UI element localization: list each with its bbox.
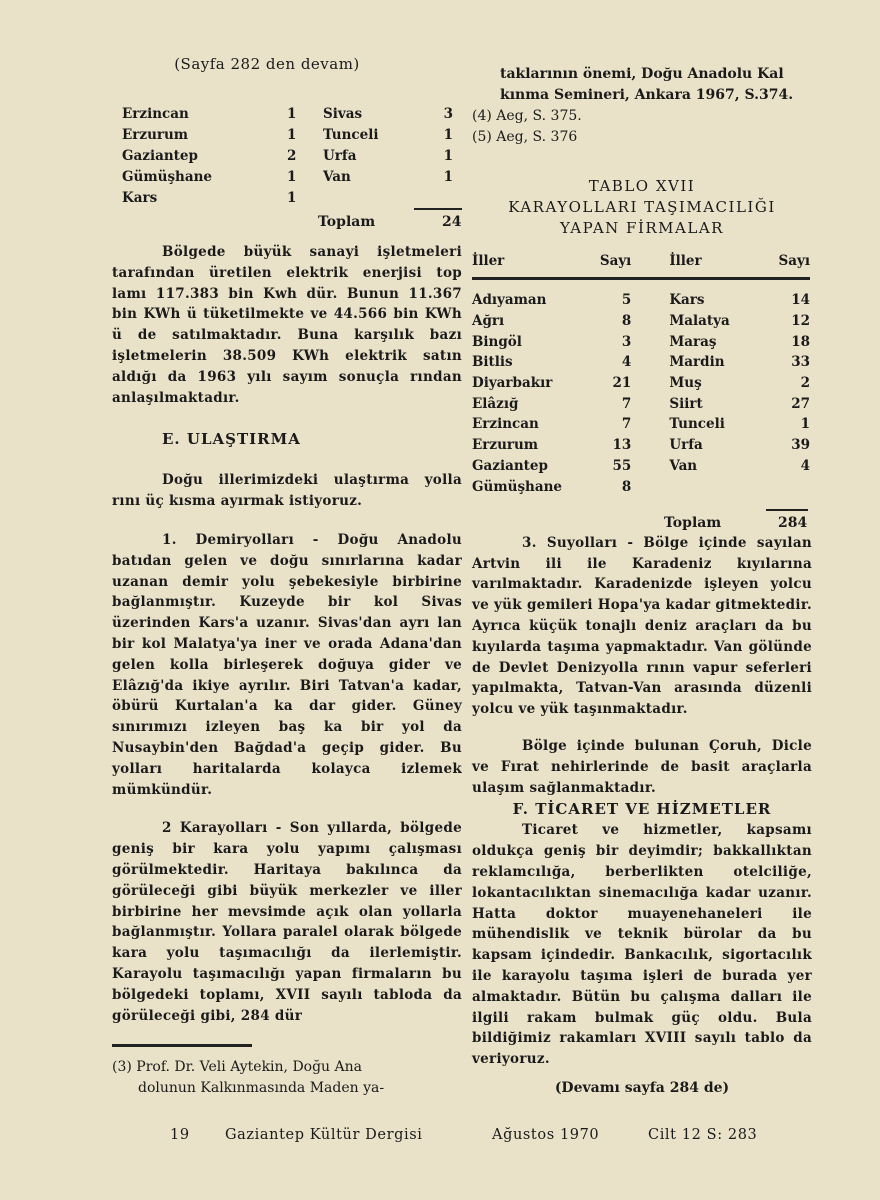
table-total-rule: [766, 509, 808, 511]
table-cell: 1: [287, 189, 297, 206]
table-cell: Maraş: [669, 333, 717, 350]
table-cell: Kars: [122, 189, 158, 206]
column-header: İller: [669, 251, 778, 279]
right-column: [472, 64, 812, 1096]
table-row: [472, 435, 810, 456]
table-title: [472, 176, 812, 239]
page-footer: [0, 1127, 880, 1151]
table-cell: 27: [791, 395, 810, 412]
table-cell: 1: [287, 168, 297, 185]
footnote-3-continued-2: kınma Semineri, Ankara 1967, S.374.: [500, 87, 794, 103]
table-cell: 1: [287, 105, 297, 122]
volume-issue: Cilt 12 S: 283: [648, 1127, 758, 1143]
table-cell: 1: [287, 126, 297, 143]
table-row: [472, 373, 810, 394]
trade-paragraph: Ticaret ve hizmetler, kapsamı oldukça geniş bir deyimdir; bakkallıktan reklamcılığa, berberlikten otelciliğe, lokantacılıktan sinemacılığa kadar uzanır. Hatta doktor muayenehaneleri ile mühendislik ve teknik bürolar da bu kapsam içindedir. Bankacılık, sigortacılık ile karayolu taşıma işleri de burada yer almaktadır. Bütün bu çalışma dalları ile ilgili rakam bulmak güç oldu. Bula bildiğimiz rakamları XVIII sayılı tablo da veriyoruz.: [472, 822, 812, 1068]
table-cell: Gaziantep: [122, 147, 198, 164]
table-cell: 7: [621, 395, 632, 412]
table-cell: Van: [323, 168, 351, 185]
table-cell: 3: [443, 105, 453, 122]
page-number: 19: [170, 1127, 190, 1143]
table-cell: Tunceli: [669, 416, 725, 433]
rivers-paragraph: Bölge içinde bulunan Çoruh, Dicle ve Fırat nehirlerinde de basit araçlarla ulaşım sağlanmaktadır.: [472, 738, 812, 796]
table-title-line2: KARAYOLLARI TAŞIMACILIĞI: [508, 198, 776, 216]
table-cell: Gümüşhane: [122, 168, 213, 185]
issue-date: Ağustos 1970: [492, 1127, 600, 1143]
table-title-line3: YAPAN FİRMALAR: [560, 219, 724, 237]
table-cell: 12: [791, 313, 810, 330]
electricity-paragraph: Bölgede büyük sanayi işletmeleri tarafından üretilen elektrik enerjisi top lamı 117.383 bin Kwh dür. Bunun 11.367 bin KWh ü tüketilmekte ve 44.566 bin KWh ü de satılmaktadır. Buna karşılık bazı işletmelerin 38.509 KWh elektrik satın aldığı da 1963 yılı sayım sonuçla rından anlaşılmaktadır.: [112, 244, 462, 406]
table-cell: Urfa: [323, 147, 357, 164]
table-cell: Bitlis: [472, 354, 513, 371]
table-cell: Sivas: [323, 105, 363, 122]
table-row: [122, 187, 453, 208]
table-cell: Mardin: [669, 354, 725, 371]
table-total-label: Toplam: [664, 514, 722, 531]
table-cell: Tunceli: [323, 126, 379, 143]
table-row: [122, 103, 453, 124]
footnote-rule: [112, 1044, 252, 1047]
table-cell: Urfa: [669, 437, 703, 454]
table-cell: 2: [800, 375, 810, 392]
column-header: İller: [472, 251, 590, 279]
table-cell: 1: [443, 147, 453, 164]
table-row: [472, 476, 810, 497]
footnote-3-line1: (3) Prof. Dr. Veli Aytekin, Doğu Ana: [112, 1059, 362, 1076]
total-label: Toplam: [318, 214, 376, 230]
table-cell: 3: [621, 333, 632, 350]
section-heading-transport: E. ULAŞTIRMA: [162, 430, 301, 449]
table-cell: 4: [800, 457, 810, 474]
table-row: [472, 279, 810, 311]
table-cell: 7: [621, 416, 632, 433]
column-header: Sayı: [590, 251, 670, 279]
table-cell: 1: [800, 416, 810, 433]
table-row: [122, 124, 453, 145]
continued-note: (Sayfa 282 den devam): [174, 55, 360, 73]
province-count-total: [122, 208, 462, 238]
waterways-paragraph: 3. Suyolları - Bölge içinde sayılan Artvin ili ile Karadeniz kıyılarına varılmaktadır. Karadenizde işleyen yolcu ve yük gemileri Hopa'ya kadar gitmektedir. Ayrıca küçük tonajlı deniz araçları da bu kıyılarda taşıma yapmaktadır. Van gölünde de Devlet Denizyolla rının vapur seferleri yapılmakta, Tatvan-Van arasında düzenli yolcu ve yük taşınmaktadır.: [472, 534, 813, 718]
transport-intro-paragraph: Doğu illerimizdeki ulaştırma yolla rını üç kısma ayırmak istiyoruz.: [112, 472, 462, 510]
table-cell: 8: [621, 313, 632, 330]
footnote-4: (4) Aeg, S. 375.: [472, 108, 582, 124]
table-row: [472, 456, 810, 477]
footnote-5: (5) Aeg, S. 376: [472, 129, 578, 145]
table-cell: Ağrı: [472, 313, 505, 330]
table-row: [122, 166, 453, 187]
table-cell: Siirt: [669, 395, 703, 412]
table-cell: 55: [612, 457, 632, 474]
table-row: [122, 145, 453, 166]
table-row: [472, 352, 810, 373]
total-rule: [414, 208, 462, 210]
table-row: [472, 311, 810, 332]
table-cell: [669, 476, 778, 497]
transport-firms-total: [472, 497, 812, 529]
table-cell: Erzincan: [472, 416, 539, 433]
table-cell: 4: [621, 354, 632, 371]
footnote-3-line2: dolunun Kalkınmasında Maden ya-: [138, 1080, 385, 1097]
table-cell: 18: [791, 333, 810, 350]
left-column: [112, 55, 462, 1099]
table-cell: Elâzığ: [472, 395, 519, 412]
table-cell: 8: [621, 478, 632, 495]
table-cell: 2: [287, 147, 297, 164]
table-cell: [433, 187, 453, 208]
table-cell: 14: [791, 292, 810, 309]
table-cell: Gaziantep: [472, 457, 548, 474]
table-cell: [778, 476, 810, 497]
province-count-table: [122, 103, 453, 208]
table-cell: Kars: [669, 292, 705, 309]
table-row: [472, 331, 810, 352]
transport-firms-table: [472, 251, 810, 497]
table-cell: Malatya: [669, 313, 730, 330]
table-cell: Erzurum: [472, 437, 539, 454]
total-value: 24: [442, 214, 462, 230]
table-cell: 1: [443, 168, 453, 185]
footnote-3-continued-1: taklarının önemi, Doğu Anadolu Kal: [500, 66, 784, 82]
journal-name: Gaziantep Kültür Dergisi: [225, 1127, 423, 1143]
table-cell: 1: [443, 126, 453, 143]
table-cell: Adıyaman: [472, 292, 547, 309]
table-total-value: 284: [778, 514, 808, 531]
table-cell: Muş: [669, 375, 702, 392]
section-heading-trade: F. TİCARET VE HİZMETLER: [512, 800, 772, 819]
table-cell: Diyarbakır: [472, 375, 553, 392]
table-cell: 21: [612, 375, 632, 392]
table-cell: Bingöl: [472, 333, 522, 350]
table-row: [472, 393, 810, 414]
column-header: Sayı: [778, 251, 810, 279]
table-cell: 13: [612, 437, 632, 454]
continued-on-page-note: (Devamı sayfa 284 de): [554, 1080, 730, 1096]
table-cell: Van: [669, 457, 698, 474]
railways-paragraph: 1. Demiryolları - Doğu Anadolu batıdan gelen ve doğu sınırlarına kadar uzanan demir yolu şebekesiyle birbirine bağlanmıştır. Kuzeyde bir kol Sivas üzerinden Kars'a uzanır. Sivas'dan ayrı lan bir kol Malatya'ya iner ve orada Adana'dan gelen kolla birleşerek doğuya gider ve Elâzığ'da ikiye ayrılır. Biri Tatvan'a kadar, öbürü Kurtalan'a ka dar gider. Güney sınırımızı izleyen baş ka bir yol da Nusaybin'den Bağdad'a geçip gider. Bu yolları haritalarda kolayca izlemek mümkündür.: [112, 531, 462, 798]
table-cell: Erzurum: [122, 126, 189, 143]
table-row: [472, 414, 810, 435]
table-cell: 39: [791, 437, 810, 454]
table-title-line1: TABLO XVII: [588, 177, 696, 195]
table-cell: Gümüşhane: [472, 478, 563, 495]
table-cell: 33: [791, 354, 810, 371]
highways-paragraph: 2 Karayolları - Son yıllarda, bölgede geniş bir kara yolu yapımı çalışması görülmektedir. Haritaya bakılınca da görüleceği gibi büyük merkezler ve iller birbirine her mevsimde açık olan yollarla bağlanmıştır. Yollara paralel olarak bölgede kara yolu taşımacılığı da ilerlemiştir. Karayolu taşımacılığı yapan firmaların bu bölgedeki toplamı, XVII sayılı tabloda da görüleceği gibi, 284 dür: [112, 820, 462, 1024]
table-cell: 5: [621, 292, 632, 309]
table-cell: Erzincan: [122, 105, 189, 122]
table-cell: [323, 187, 433, 208]
